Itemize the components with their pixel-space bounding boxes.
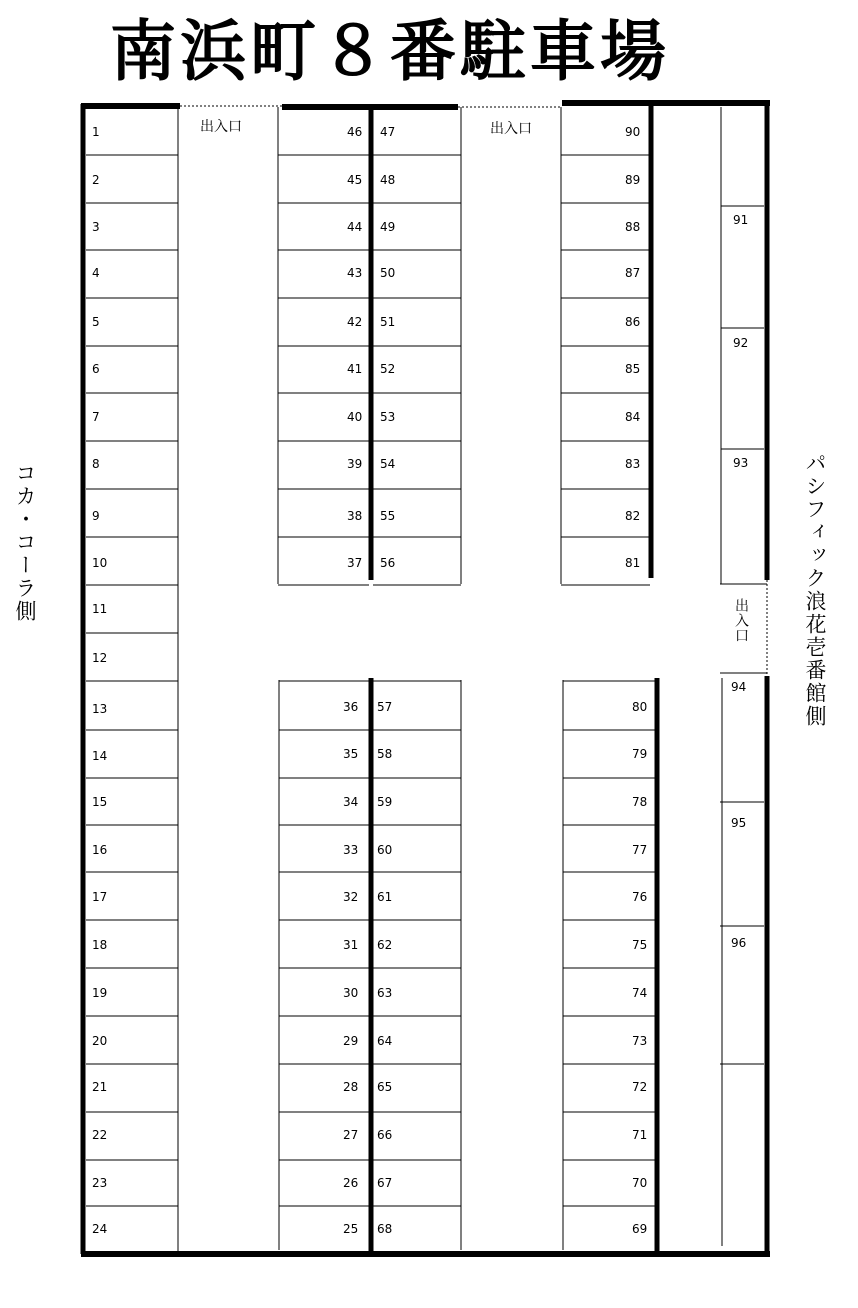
space-number-27: 27 [343,1128,359,1142]
space-number-81: 81 [625,556,641,570]
space-number-8: 8 [92,457,100,471]
space-number-57: 57 [377,700,393,714]
space-number-21: 21 [92,1080,108,1094]
space-number-2: 2 [92,173,100,187]
space-number-62: 62 [377,938,393,952]
space-number-44: 44 [347,220,363,234]
space-number-40: 40 [347,410,363,424]
space-number-48: 48 [380,173,396,187]
space-number-35: 35 [343,747,359,761]
space-number-52: 52 [380,362,396,376]
space-number-80: 80 [632,700,648,714]
space-number-72: 72 [632,1080,648,1094]
space-number-65: 65 [377,1080,393,1094]
space-number-49: 49 [380,220,396,234]
space-number-38: 38 [347,509,363,523]
space-number-92: 92 [733,336,749,350]
space-number-14: 14 [92,749,108,763]
space-number-17: 17 [92,890,108,904]
space-number-7: 7 [92,410,100,424]
space-number-63: 63 [377,986,393,1000]
space-number-71: 71 [632,1128,648,1142]
space-number-5: 5 [92,315,100,329]
space-number-11: 11 [92,602,108,616]
space-number-9: 9 [92,509,100,523]
space-number-47: 47 [380,125,396,139]
space-number-89: 89 [625,173,641,187]
space-number-56: 56 [380,556,396,570]
space-number-20: 20 [92,1034,108,1048]
space-number-10: 10 [92,556,108,570]
space-number-61: 61 [377,890,393,904]
space-number-34: 34 [343,795,359,809]
space-number-87: 87 [625,266,641,280]
space-number-41: 41 [347,362,363,376]
space-number-66: 66 [377,1128,393,1142]
space-number-64: 64 [377,1034,393,1048]
space-number-82: 82 [625,509,641,523]
space-number-50: 50 [380,266,396,280]
space-number-51: 51 [380,315,396,329]
entrance-top-right: 出入口 [490,121,532,137]
space-number-36: 36 [343,700,359,714]
space-number-43: 43 [347,266,363,280]
space-number-67: 67 [377,1176,393,1190]
entrance-right: 出入口 [733,598,749,643]
left-side-label: コカ・コーラ側 [13,462,37,623]
space-number-94: 94 [731,680,747,694]
space-number-73: 73 [632,1034,648,1048]
space-number-1: 1 [92,125,100,139]
space-number-23: 23 [92,1176,108,1190]
page-title: 南浜町８番駐車場 [110,13,670,90]
space-number-37: 37 [347,556,363,570]
space-number-28: 28 [343,1080,359,1094]
space-number-91: 91 [733,213,749,227]
space-number-60: 60 [377,843,393,857]
space-number-42: 42 [347,315,363,329]
space-number-15: 15 [92,795,108,809]
space-number-78: 78 [632,795,648,809]
space-number-75: 75 [632,938,648,952]
space-number-85: 85 [625,362,641,376]
space-number-68: 68 [377,1222,393,1236]
space-number-95: 95 [731,816,747,830]
space-number-39: 39 [347,457,363,471]
space-number-96: 96 [731,936,747,950]
space-number-70: 70 [632,1176,648,1190]
space-number-77: 77 [632,843,648,857]
space-number-53: 53 [380,410,396,424]
space-number-45: 45 [347,173,363,187]
space-number-93: 93 [733,456,749,470]
space-number-79: 79 [632,747,648,761]
space-number-29: 29 [343,1034,359,1048]
space-number-76: 76 [632,890,648,904]
space-number-54: 54 [380,457,396,471]
space-number-83: 83 [625,457,641,471]
space-number-24: 24 [92,1222,108,1236]
space-number-12: 12 [92,651,108,665]
space-number-18: 18 [92,938,108,952]
space-number-22: 22 [92,1128,108,1142]
space-number-19: 19 [92,986,108,1000]
space-number-33: 33 [343,843,359,857]
space-number-58: 58 [377,747,393,761]
space-number-3: 3 [92,220,100,234]
space-number-88: 88 [625,220,641,234]
space-number-30: 30 [343,986,359,1000]
space-number-32: 32 [343,890,359,904]
space-number-90: 90 [625,125,641,139]
space-number-25: 25 [343,1222,359,1236]
space-number-16: 16 [92,843,108,857]
space-number-84: 84 [625,410,641,424]
entrance-top-left: 出入口 [200,119,242,135]
space-number-26: 26 [343,1176,359,1190]
space-number-59: 59 [377,795,393,809]
space-number-4: 4 [92,266,100,280]
space-number-69: 69 [632,1222,648,1236]
space-number-13: 13 [92,702,108,716]
space-number-31: 31 [343,938,359,952]
space-number-6: 6 [92,362,100,376]
space-number-86: 86 [625,315,641,329]
right-side-label: パシフィック浪花壱番館側 [803,452,827,728]
space-number-74: 74 [632,986,648,1000]
space-number-55: 55 [380,509,396,523]
space-number-46: 46 [347,125,363,139]
